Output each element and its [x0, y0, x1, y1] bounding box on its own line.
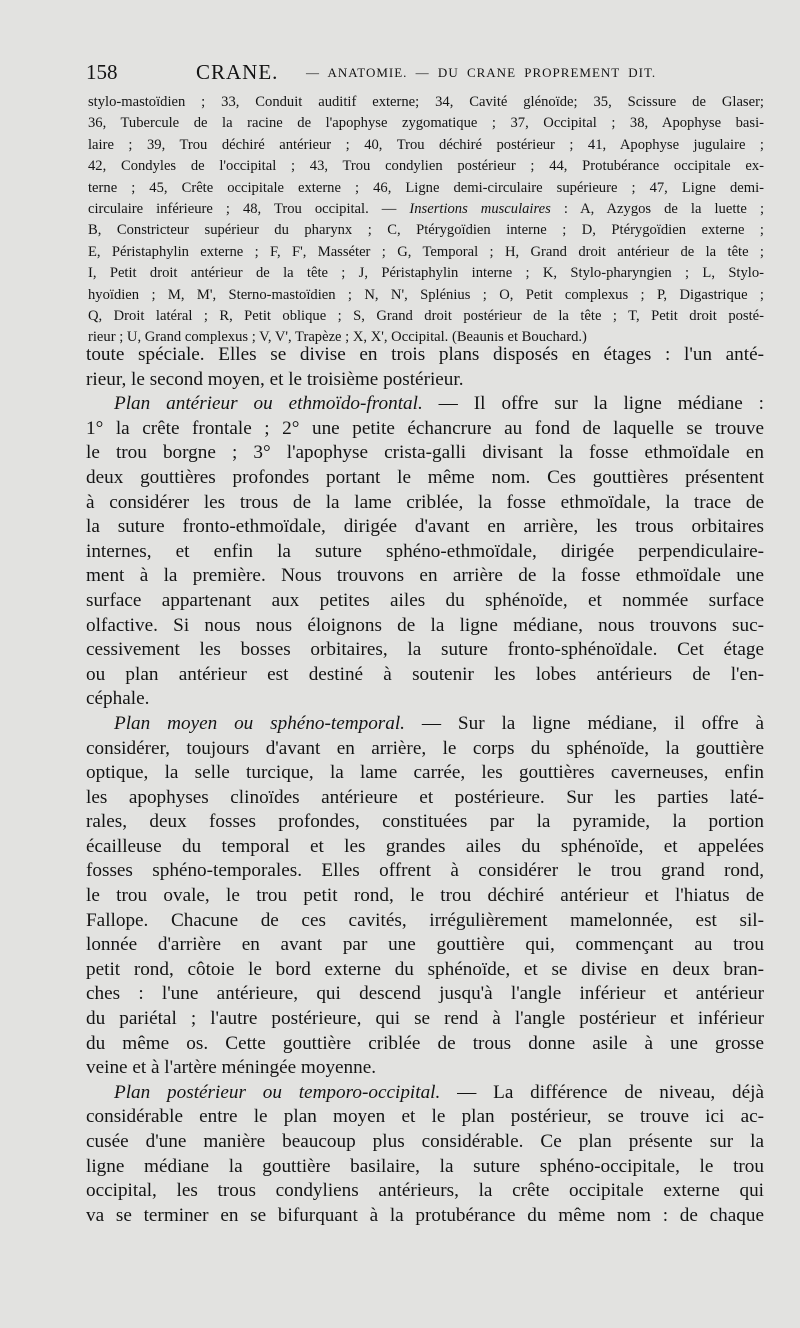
- body-line: ou plan antérieur est destiné à soutenir les lobes antérieurs de l'en-: [86, 663, 764, 685]
- caption-line: rieur ; U, Grand complexus ; V, V', Trapèze ; X, X', Occipital. (Beaunis et Bouchard.): [88, 329, 587, 346]
- running-header: [86, 60, 766, 84]
- caption-line: hyoïdien ; M, M', Sterno-mastoïdien ; N, N', Splénius ; O, Petit complexus ; P, Digastrique ;: [88, 286, 764, 303]
- body-line: occipital, les trous condyliens antérieurs, la crête occipitale externe qui: [86, 1180, 764, 1202]
- chapter-title: CRANE.: [196, 60, 279, 84]
- body-line: le trou ovale, le trou petit rond, le trou déchiré antérieur et l'hiatus de: [86, 885, 764, 907]
- body-line: toute spéciale. Elles se divise en trois plans disposés en étages : l'un anté-: [86, 344, 764, 365]
- body-line: va se terminer en se bifurquant à la protubérance du même nom : de chaque: [86, 1204, 764, 1226]
- paragraph-heading: Plan moyen ou sphéno-temporal.: [114, 712, 405, 734]
- caption-line: terne ; 45, Crête occipitale externe ; 46, Ligne demi-circulaire supérieure ; 47, Ligne demi-: [88, 179, 764, 196]
- body-line: ligne médiane la gouttière basilaire, la suture sphéno-occipitale, le trou: [86, 1155, 764, 1177]
- caption-line: 36, Tubercule de la racine de l'apophyse zygomatique ; 37, Occipital ; 38, Apophyse basi-: [88, 115, 764, 132]
- section-subtitle: — ANATOMIE. — DU CRANE PROPREMENT DIT.: [306, 65, 657, 80]
- caption-line: stylo-mastoïdien ; 33, Conduit auditif externe; 34, Cavité glénoïde; 35, Scissure de Glaser;: [88, 94, 764, 110]
- body-line: Fallope. Chacune de ces cavités, irrégulièrement mamelonnée, est sil-: [86, 909, 764, 931]
- body-line: les apophyses clinoïdes antérieure et postérieure. Sur les parties laté-: [86, 786, 764, 808]
- body-text: [86, 343, 764, 1228]
- caption-line: 42, Condyles de l'occipital ; 43, Trou condylien postérieur ; 44, Protubérance occipitale ex-: [88, 158, 764, 175]
- body-line: cessivement les bosses orbitaires, la suture fronto-sphénoïdale. Cet étage: [86, 639, 764, 661]
- body-line: deux gouttières profondes portant le même nom. Ces gouttières présentent: [86, 466, 764, 488]
- body-line: du même os. Cette gouttière criblée de trous donne asile à une grosse: [86, 1032, 764, 1054]
- body-line: cusée d'une manière beaucoup plus considérable. Ce plan présente sur la: [86, 1131, 764, 1152]
- body-line: écailleuse du temporal et les grandes ailes du sphénoïde, et appelées: [86, 835, 764, 857]
- body-line: olfactive. Si nous nous éloignons de la ligne médiane, nous trouvons suc-: [86, 614, 764, 636]
- body-line: fosses sphéno-temporales. Elles offrent à considérer le trou grand rond,: [86, 860, 764, 882]
- caption-subheading: Insertions musculaires: [409, 201, 551, 218]
- caption-line: circulaire inférieure ; 48, Trou occipital. — Insertions musculaires : A, Azygos de la luette ;: [88, 201, 764, 218]
- caption-line: I, Petit droit antérieur de la tête ; J, Péristaphylin interne ; K, Stylo-pharyngien ; L, Stylo-: [88, 265, 764, 282]
- body-line: surface appartenant aux petites ailes du sphénoïde, et nommée surface: [86, 589, 764, 611]
- body-line: considérer, toujours d'avant en arrière, le corps du sphénoïde, la gouttière: [86, 737, 764, 759]
- paragraph-heading: Plan antérieur ou ethmoïdo-frontal.: [114, 393, 423, 415]
- body-line: rieur, le second moyen, et le troisième postérieur.: [86, 368, 464, 390]
- caption-line: laire ; 39, Trou déchiré antérieur ; 40, Trou déchiré postérieur ; 41, Apophyse jugulaire ;: [88, 136, 764, 153]
- body-line: internes, et enfin la suture sphéno-ethmoïdale, dirigée perpendiculaire-: [86, 540, 764, 562]
- body-line: rales, deux fosses profondes, constituées par la pyramide, la portion: [86, 811, 764, 833]
- paragraph-heading-line: Plan postérieur ou temporo-occipital. — La différence de niveau, déjà: [114, 1081, 764, 1103]
- body-line: ment à la première. Nous trouvons en arrière de la fosse ethmoïdale une: [86, 565, 764, 587]
- paragraph-heading-line: Plan moyen ou sphéno-temporal. — Sur la ligne médiane, il offre à: [114, 712, 764, 734]
- body-line: le trou borgne ; 3° l'apophyse crista-galli divisant la fosse ethmoïdale en: [86, 442, 764, 464]
- figure-caption: [88, 92, 764, 349]
- body-line: considérable entre le plan moyen et le plan postérieur, se trouve ici ac-: [86, 1106, 764, 1128]
- body-line: à considérer les trous de la lame criblée, la fosse ethmoïdale, la trace de: [86, 491, 764, 513]
- page-number: 158: [86, 60, 118, 84]
- body-line: 1° la crête frontale ; 2° une petite échancrure au fond de laquelle se trouve: [86, 417, 764, 439]
- paragraph-heading-line: Plan antérieur ou ethmoïdo-frontal. — Il offre sur la ligne médiane :: [114, 393, 764, 415]
- body-line: lonnée d'arrière en avant par une gouttière qui, commençant au trou: [86, 934, 764, 956]
- body-line: ches : l'une antérieure, qui descend jusqu'à l'angle inférieur et antérieur: [86, 983, 764, 1005]
- paragraph-heading: Plan postérieur ou temporo-occipital.: [114, 1081, 441, 1103]
- caption-line: E, Péristaphylin externe ; F, F', Masséter ; G, Temporal ; H, Grand droit antérieur de la tête ;: [88, 243, 764, 260]
- body-line: du pariétal ; l'autre postérieure, qui se rend à l'angle postérieur et inférieur: [86, 1008, 764, 1030]
- caption-line: B, Constricteur supérieur du pharynx ; C, Ptérygoïdien interne ; D, Ptérygoïdien externe ;: [88, 222, 764, 239]
- caption-line: Q, Droit latéral ; R, Petit oblique ; S, Grand droit postérieur de la tête ; T, Petit droit posté-: [88, 308, 764, 325]
- body-line: la suture fronto-ethmoïdale, dirigée d'avant en arrière, les trous orbitaires: [86, 516, 764, 538]
- body-line: céphale.: [86, 688, 150, 710]
- body-line: petit rond, côtoie le bord externe du sphénoïde, et se divise en deux bran-: [86, 958, 764, 980]
- body-line: veine et à l'artère méningée moyenne.: [86, 1057, 377, 1079]
- body-line: optique, la selle turcique, la lame carrée, les gouttières caverneuses, enfin: [86, 762, 764, 784]
